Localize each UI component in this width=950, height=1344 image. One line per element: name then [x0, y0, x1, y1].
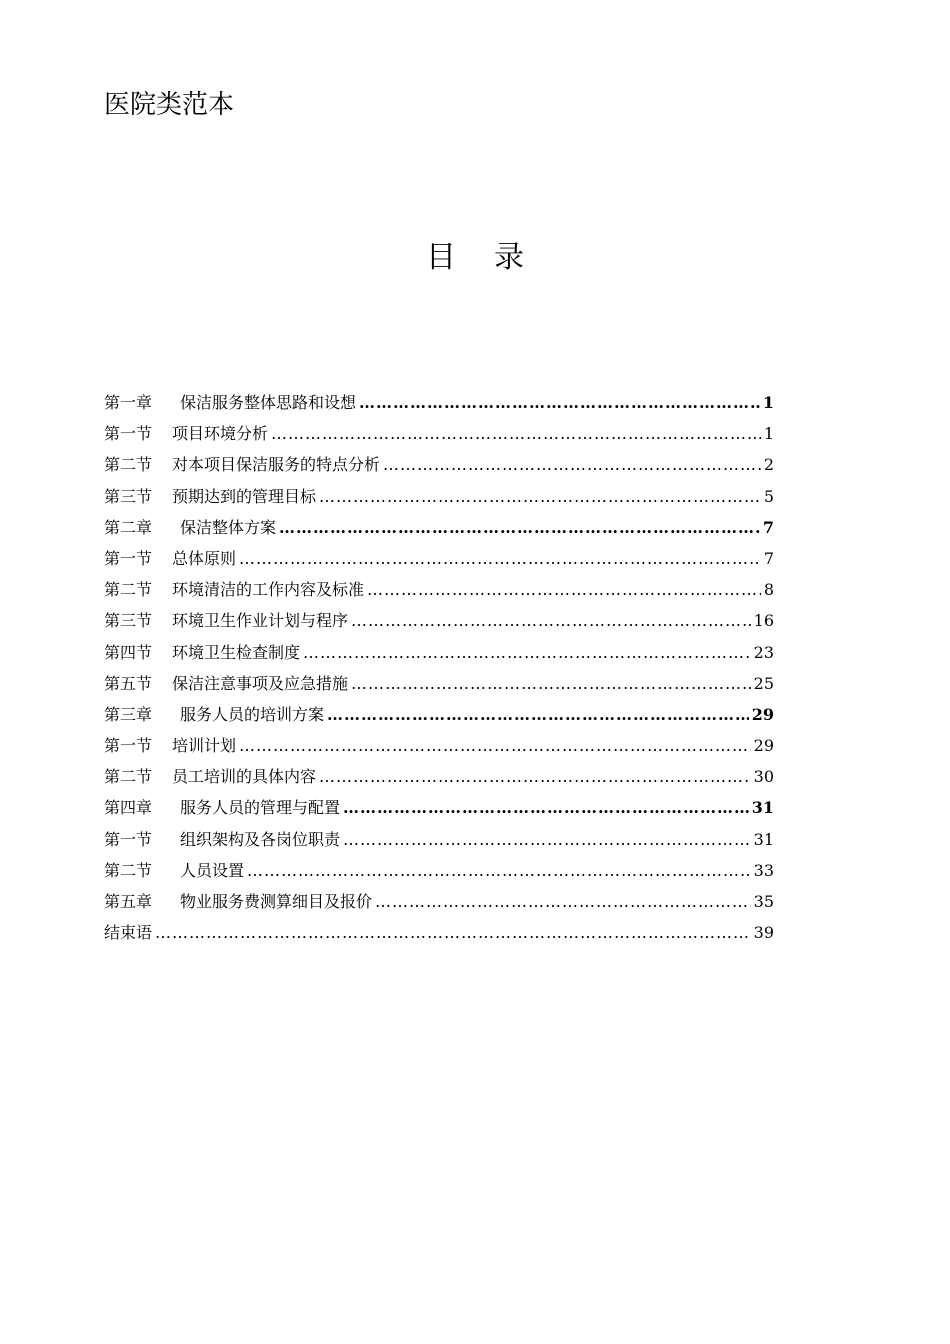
- toc-leader-dots: [239, 736, 751, 755]
- toc-entry-title: 服务人员的管理与配置: [180, 798, 341, 818]
- toc-leader-dots: [239, 549, 761, 568]
- toc-entry-number: 第一节: [104, 548, 153, 568]
- toc-entry[interactable]: [104, 733, 774, 764]
- toc-entry-page: 2: [763, 455, 774, 475]
- toc-entry-number: 第二节: [104, 455, 153, 475]
- toc-leader-dots: [351, 611, 751, 630]
- toc-entry[interactable]: [104, 764, 774, 795]
- toc-title: 目录: [426, 240, 562, 275]
- toc-leader-dots: [375, 892, 751, 911]
- toc-leader-dots: [343, 798, 749, 817]
- toc-entry-page: 7: [763, 548, 774, 568]
- toc-leader-dots: [359, 393, 760, 412]
- toc-entry-number: 第一节: [104, 829, 153, 849]
- toc-entry-number: 结束语: [104, 923, 153, 943]
- toc-leader-dots: [319, 487, 761, 506]
- document-header: 医院类范本: [104, 90, 235, 120]
- toc-entry-number: 第一节: [104, 424, 153, 444]
- toc-entry[interactable]: [104, 546, 774, 577]
- toc-entry[interactable]: [104, 452, 774, 483]
- toc-leader-dots: [367, 580, 761, 599]
- toc-entry-number: 第二章: [104, 517, 153, 537]
- toc-entry-title: 组织架构及各岗位职责: [180, 829, 341, 849]
- toc-entry-number: 第五章: [104, 892, 153, 911]
- toc-entry-title: 服务人员的培训方案: [180, 704, 325, 724]
- toc-entry-title: 人员设置: [180, 860, 245, 880]
- toc-entry[interactable]: [104, 577, 774, 608]
- toc-entry-page: 1: [763, 424, 774, 444]
- toc-entry-number: 第一章: [104, 393, 153, 412]
- toc-entry[interactable]: [104, 390, 774, 421]
- toc-entry-page: 35: [753, 892, 774, 911]
- toc-leader-dots: [343, 830, 751, 849]
- toc-entry-title: 对本项目保洁服务的特点分析: [172, 455, 381, 475]
- toc-entry[interactable]: [104, 640, 774, 671]
- toc-entry-page: 33: [753, 860, 774, 880]
- toc-leader-dots: [155, 923, 751, 942]
- toc-entry-number: 第二节: [104, 860, 153, 880]
- toc-leader-dots: [303, 643, 751, 662]
- toc-entry-title: 环境卫生作业计划与程序: [172, 611, 349, 631]
- toc-entry-number: 第三节: [104, 611, 153, 631]
- toc-entry-page: 7: [762, 517, 774, 537]
- toc-leader-dots: [279, 518, 760, 537]
- toc-entry-page: 5: [763, 486, 774, 506]
- toc-entry-page: 23: [753, 642, 774, 662]
- toc-entry-title: 培训计划: [172, 736, 237, 756]
- toc-entry-title: 总体原则: [172, 548, 237, 568]
- toc-entry-number: 第二节: [104, 767, 153, 787]
- toc-entry-page: 29: [753, 736, 774, 756]
- toc-entry[interactable]: [104, 515, 774, 546]
- toc-entry[interactable]: [104, 920, 774, 951]
- toc-entry-title: 保洁服务整体思路和设想: [180, 393, 357, 412]
- toc-leader-dots: [247, 861, 751, 880]
- toc-entry-page: 25: [753, 673, 774, 693]
- toc-leader-dots: [351, 674, 751, 693]
- toc-entry[interactable]: [104, 889, 774, 920]
- toc-leader-dots: [383, 455, 761, 474]
- toc-entry-page: 31: [753, 829, 774, 849]
- toc-entry[interactable]: [104, 827, 774, 858]
- toc-entry-title: 环境卫生检查制度: [172, 642, 301, 662]
- toc-entry-title: 保洁整体方案: [180, 517, 277, 537]
- toc-entry-page: 29: [751, 704, 774, 724]
- toc-entry-number: 第一节: [104, 736, 153, 756]
- toc-entry[interactable]: [104, 671, 774, 702]
- toc-entry-number: 第三节: [104, 486, 153, 506]
- toc-leader-dots: [327, 705, 749, 724]
- toc-entry-title: 项目环境分析: [172, 424, 269, 444]
- toc-entry-number: 第四章: [104, 798, 153, 818]
- toc-entry-title: 预期达到的管理目标: [172, 486, 317, 506]
- toc-entry-number: 第三章: [104, 704, 153, 724]
- toc-entry[interactable]: [104, 421, 774, 452]
- toc-leader-dots: [319, 767, 751, 786]
- toc-entry-number: 第五节: [104, 673, 153, 693]
- toc-entry-title: 保洁注意事项及应急措施: [172, 673, 349, 693]
- toc-leader-dots: [271, 424, 761, 443]
- toc-entry[interactable]: [104, 702, 774, 733]
- toc-entry[interactable]: [104, 795, 774, 826]
- toc-entry-page: 16: [753, 611, 774, 631]
- toc-entry-title: 员工培训的具体内容: [172, 767, 317, 787]
- toc-entry-page: 30: [753, 767, 774, 787]
- toc-entry-title: 物业服务费测算细目及报价: [180, 892, 373, 911]
- toc-entry-number: 第二节: [104, 580, 153, 600]
- toc-entry-page: 8: [763, 580, 774, 600]
- toc-entry-page: 39: [753, 923, 774, 943]
- toc-entry[interactable]: [104, 484, 774, 515]
- toc-entry-title: 环境清洁的工作内容及标准: [172, 580, 365, 600]
- toc-entry-number: 第四节: [104, 642, 153, 662]
- toc-entry-page: 31: [751, 798, 774, 818]
- toc-entry[interactable]: [104, 608, 774, 639]
- table-of-contents: [104, 390, 774, 951]
- toc-entry[interactable]: [104, 858, 774, 889]
- toc-entry-page: 1: [762, 393, 774, 412]
